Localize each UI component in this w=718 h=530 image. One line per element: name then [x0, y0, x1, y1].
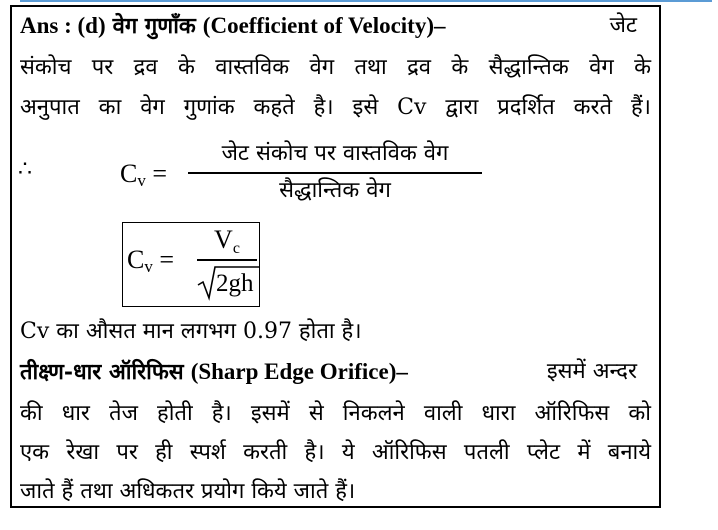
formula-fraction-bar [197, 259, 257, 261]
ans-heading-hindi: वेग गुणाँक [112, 13, 196, 39]
ans-line-3: अनुपात का वेग गुणांक कहते है। इसे Cv द्वारा प्रदर्शित करते हैं। [20, 95, 651, 120]
orifice-line-2: की धार तेज होती है। इसमें से निकलने वाली धारा ऑरिफिस को [20, 401, 651, 426]
average-value-line: Cv का औसत मान लगभग 0.97 होता है। [20, 319, 362, 344]
orifice-line1-tail: इसमें अन्दर [546, 359, 637, 384]
fraction-bar [188, 172, 482, 174]
orifice-line-4: जाते हैं तथा अधिकतर प्रयोग किये जाते हैं। [20, 479, 356, 504]
orifice-heading-hindi: तीक्ष्ण-धार ऑरिफिस [20, 359, 184, 385]
fraction-numerator: जेट संकोच पर वास्तविक वेग [221, 141, 449, 166]
ans-line1-tail: जेट [609, 13, 637, 38]
formula-denominator [197, 265, 259, 301]
top-accent-rule [20, 0, 712, 2]
ans-label: Ans : (d) [20, 13, 106, 38]
cv-symbol: $C_v$ = [120, 159, 168, 190]
ans-heading-line [20, 11, 651, 42]
fraction-denominator: सैद्धान्तिक वेग [279, 178, 391, 203]
orifice-heading-line [20, 357, 651, 388]
therefore-symbol: ∴ [18, 157, 32, 182]
formula-numerator: $V_c$ [214, 225, 240, 257]
cv-symbol-boxed: $C_v$ = [127, 245, 175, 276]
orifice-line-3: एक रेखा पर ही स्पर्श करती है। ये ऑरिफिस पतली प्लेट में बनाये [20, 440, 651, 465]
boxed-formula [122, 222, 260, 307]
content-box [10, 5, 661, 508]
orifice-heading-english: (Sharp Edge Orifice)– [190, 359, 408, 384]
ans-heading-english: (Coefficient of Velocity)– [202, 13, 446, 38]
formula-denominator-value: 2gh [216, 270, 254, 297]
ans-line-2: संकोच पर द्रव के वास्तविक वेग तथा द्रव के सैद्धान्तिक वेग के [20, 55, 651, 80]
